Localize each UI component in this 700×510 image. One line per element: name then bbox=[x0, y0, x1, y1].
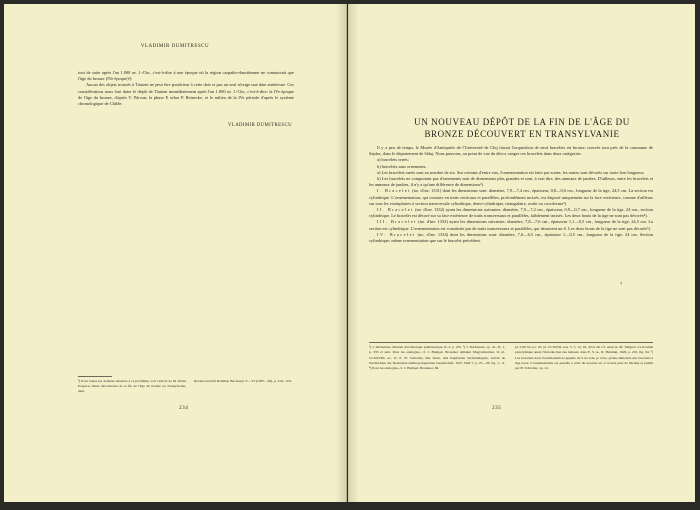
left-body-text bbox=[78, 70, 294, 107]
gutter-shadow bbox=[336, 4, 346, 502]
bracelet-label: I. Bracelet bbox=[377, 188, 411, 194]
article-title bbox=[397, 117, 647, 140]
footnote-column-1: ²) J. Déchelette, Manuel d'archéologie préhistorique, II, 2, p. 235. ³) J. Déchelette, op. cit., II, 1, p. 335 et suiv. Pour les analogies, cf. J. Hampel, Bronzkor emlékei Magyarhonban, II, pl. CLXXVIII, no. 9; cf. H. Schroller, Die Stein- und Kupferzeit Siebenbürgens, extrait de Nachrichten der Deutschen Anthropologischen Gesellschaft, 1927, Heft 7, p. 25—26, fig. 1—3. ⁴) Pour les analogies, cf. J. Hampel, Bronzkor, III, bbox=[369, 345, 505, 371]
footnote-text: Revista Istorică Română, București, V—VI (1935—36), p. 219—231. bbox=[194, 379, 293, 383]
page-number: 234 bbox=[179, 405, 189, 411]
right-page bbox=[348, 4, 695, 502]
bracelet-label: II. Bracelet bbox=[377, 207, 414, 213]
gutter-shadow bbox=[349, 4, 359, 502]
bracelet-label: III. Bracelet bbox=[377, 219, 417, 225]
footnote-continuation bbox=[194, 379, 298, 384]
paragraph bbox=[369, 232, 653, 244]
bracelet-label: IV. Bracelet bbox=[377, 231, 416, 237]
paragraph: tout de suite après l'an 1.000 av. J.-Chr., c'est-à-dire à une époque où la région carpatho-danubienne ne connaissait que l'âge du bronze (IVe époque)¹). bbox=[78, 70, 294, 82]
page-number: 235 bbox=[492, 405, 502, 411]
paragraph: Il y a peu de temps, le Musée d'Antiquités de l'Université de Cluj faisait l'acquisition de neuf bracelets en bronze, trouvés tout près de la commune de Ṣeplac, dans le département de Sălaj. Nous pouvons, au point de vue du décor, ranger ces bracelets dans deux catégories: bbox=[369, 145, 653, 157]
footnote-rule bbox=[369, 342, 653, 343]
author-signature: VLADIMIR DUMITRESCU bbox=[228, 123, 292, 128]
paragraph bbox=[369, 188, 653, 207]
paragraph: a) Les bracelets ornés sont au nombre de six. Sur certains d'entre eux, l'ornementation est faite par zones; les autres sont décorés sur toute leur longueur; bbox=[377, 169, 645, 175]
footnote bbox=[78, 379, 186, 395]
right-body-text bbox=[369, 145, 653, 244]
bracelet-description: (no. d'inv. 1331) dont les dimensions sont: diamètre, 7,9—7,4 cm., épaisseur, 0,8—0,6 cm., longueur de la tige, 24,5 cm. La section est cylindrique. L'ornementation, qui consiste en traits verticaux et parallèles, profondément incisés, est disposé uniquement sur la face extérieure, comme d'ailleurs sur tous les exemplaires à section transversale cylindrique, demi-cylindrique, triangulaire, ovale ou cruciforme³). bbox=[369, 188, 654, 206]
bracelet-description: (no. d'inv. 1333) ayant les dimensions suivantes: diamètre, 7,8—7,6 cm., épaisseur 1,1—0,5 cm., longueur de la tige, 24,5 cm. La section est cylindrique. L'ornementation est constituée par de traits transversaux et parallèles, qui dessinent un S. Les deux bouts de la tige ne sont pas décorés⁵). bbox=[369, 219, 653, 231]
left-page bbox=[4, 4, 347, 502]
title-line: UN NOUVEAU DÉPÔT DE LA FIN DE L'ÂGE DU bbox=[414, 117, 630, 127]
bracelet-description: (no. d'inv. 1334) dont les dimensions sont: diamètre, 7,6—6,5 cm., épaisseur 1—0,5 cm., longueur de la tige, 24 cm. Section cylindrique; même ornementation que sur le bracelet précédent. bbox=[369, 231, 653, 244]
footnote-rule bbox=[78, 376, 112, 377]
paragraph: Aucun des objets trouvés à Tăuteni ne peut être postérieur à cette date et pas un seul n'exige une date antérieure. Ces considérations nous font dater le dépôt de Tăuteni immédiatement après l'an 1.000 av. J.-Chr., c'est-à-dire; la IVe époque de l'âge du bronze, d'après V. Pârvan; la phase E selon P. Reinecke, et le milieu de la IVe période d'après le système chronologique de Childe. bbox=[78, 82, 294, 107]
paragraph bbox=[369, 219, 653, 231]
paragraph: a) bracelets ornés; bbox=[377, 157, 409, 163]
footnote-text: ¹) Pour toutes les données relatives à ce problème, voir l'article de M. Dorin Popescu, Deux découvertes de la fin de l'âge du bronze en Transylvanie, dans bbox=[78, 379, 186, 394]
paragraph: b) Les bracelets ne comportant pas d'ornements sont de dimensions plus grandes et sont, à vrai dire, des anneaux de jambes. D'ailleurs, entre les bracelets et les anneaux de jambes, il n'y a qu'une différence de dimensions²). bbox=[369, 176, 653, 188]
paragraph: b) bracelets sans ornements. bbox=[377, 163, 427, 169]
footnote-column-2: pl. CXCVI, no. 10; pl. CCXXXI, nos. 5, 7, 12, 18, 20 et 26. Cf. aussi A. M. Tallgren, La Pontide préscythique après l'introduction des métaux, dans E. S. A., II, Helsinki, 1926, p. 201, fig. 94. ⁵) Les bracelets dont l'ornementation rappelle un S ne sont, je crois, qu'une imitation des bracelets à tige torse. L'ornementation est pareille à celle du bracelet en or trouvé près de Mediaș et publié par H. Schroller, op. cit. bbox=[515, 345, 653, 371]
paragraph bbox=[369, 207, 653, 219]
running-head: VLADIMIR DUMITRESCU bbox=[140, 44, 210, 49]
mouse-cursor-icon: ‹ bbox=[620, 279, 623, 287]
bracelet-description: (no. d'inv. 1332) ayant les dimensions suivantes: diamètre, 7,9—7,2 cm., épaisseur, 0,9—0,7 cm., longueur de la tige, 24 cm.; section cylindrique. Le bracelet est décoré sur sa face extérieure de traits transversaux et parallèles, faiblement incisés. Les deux bouts de la tige ne sont pas décorés⁴). bbox=[369, 207, 653, 219]
title-line: BRONZE DÉCOUVERT EN TRANSYLVANIE bbox=[424, 128, 620, 139]
